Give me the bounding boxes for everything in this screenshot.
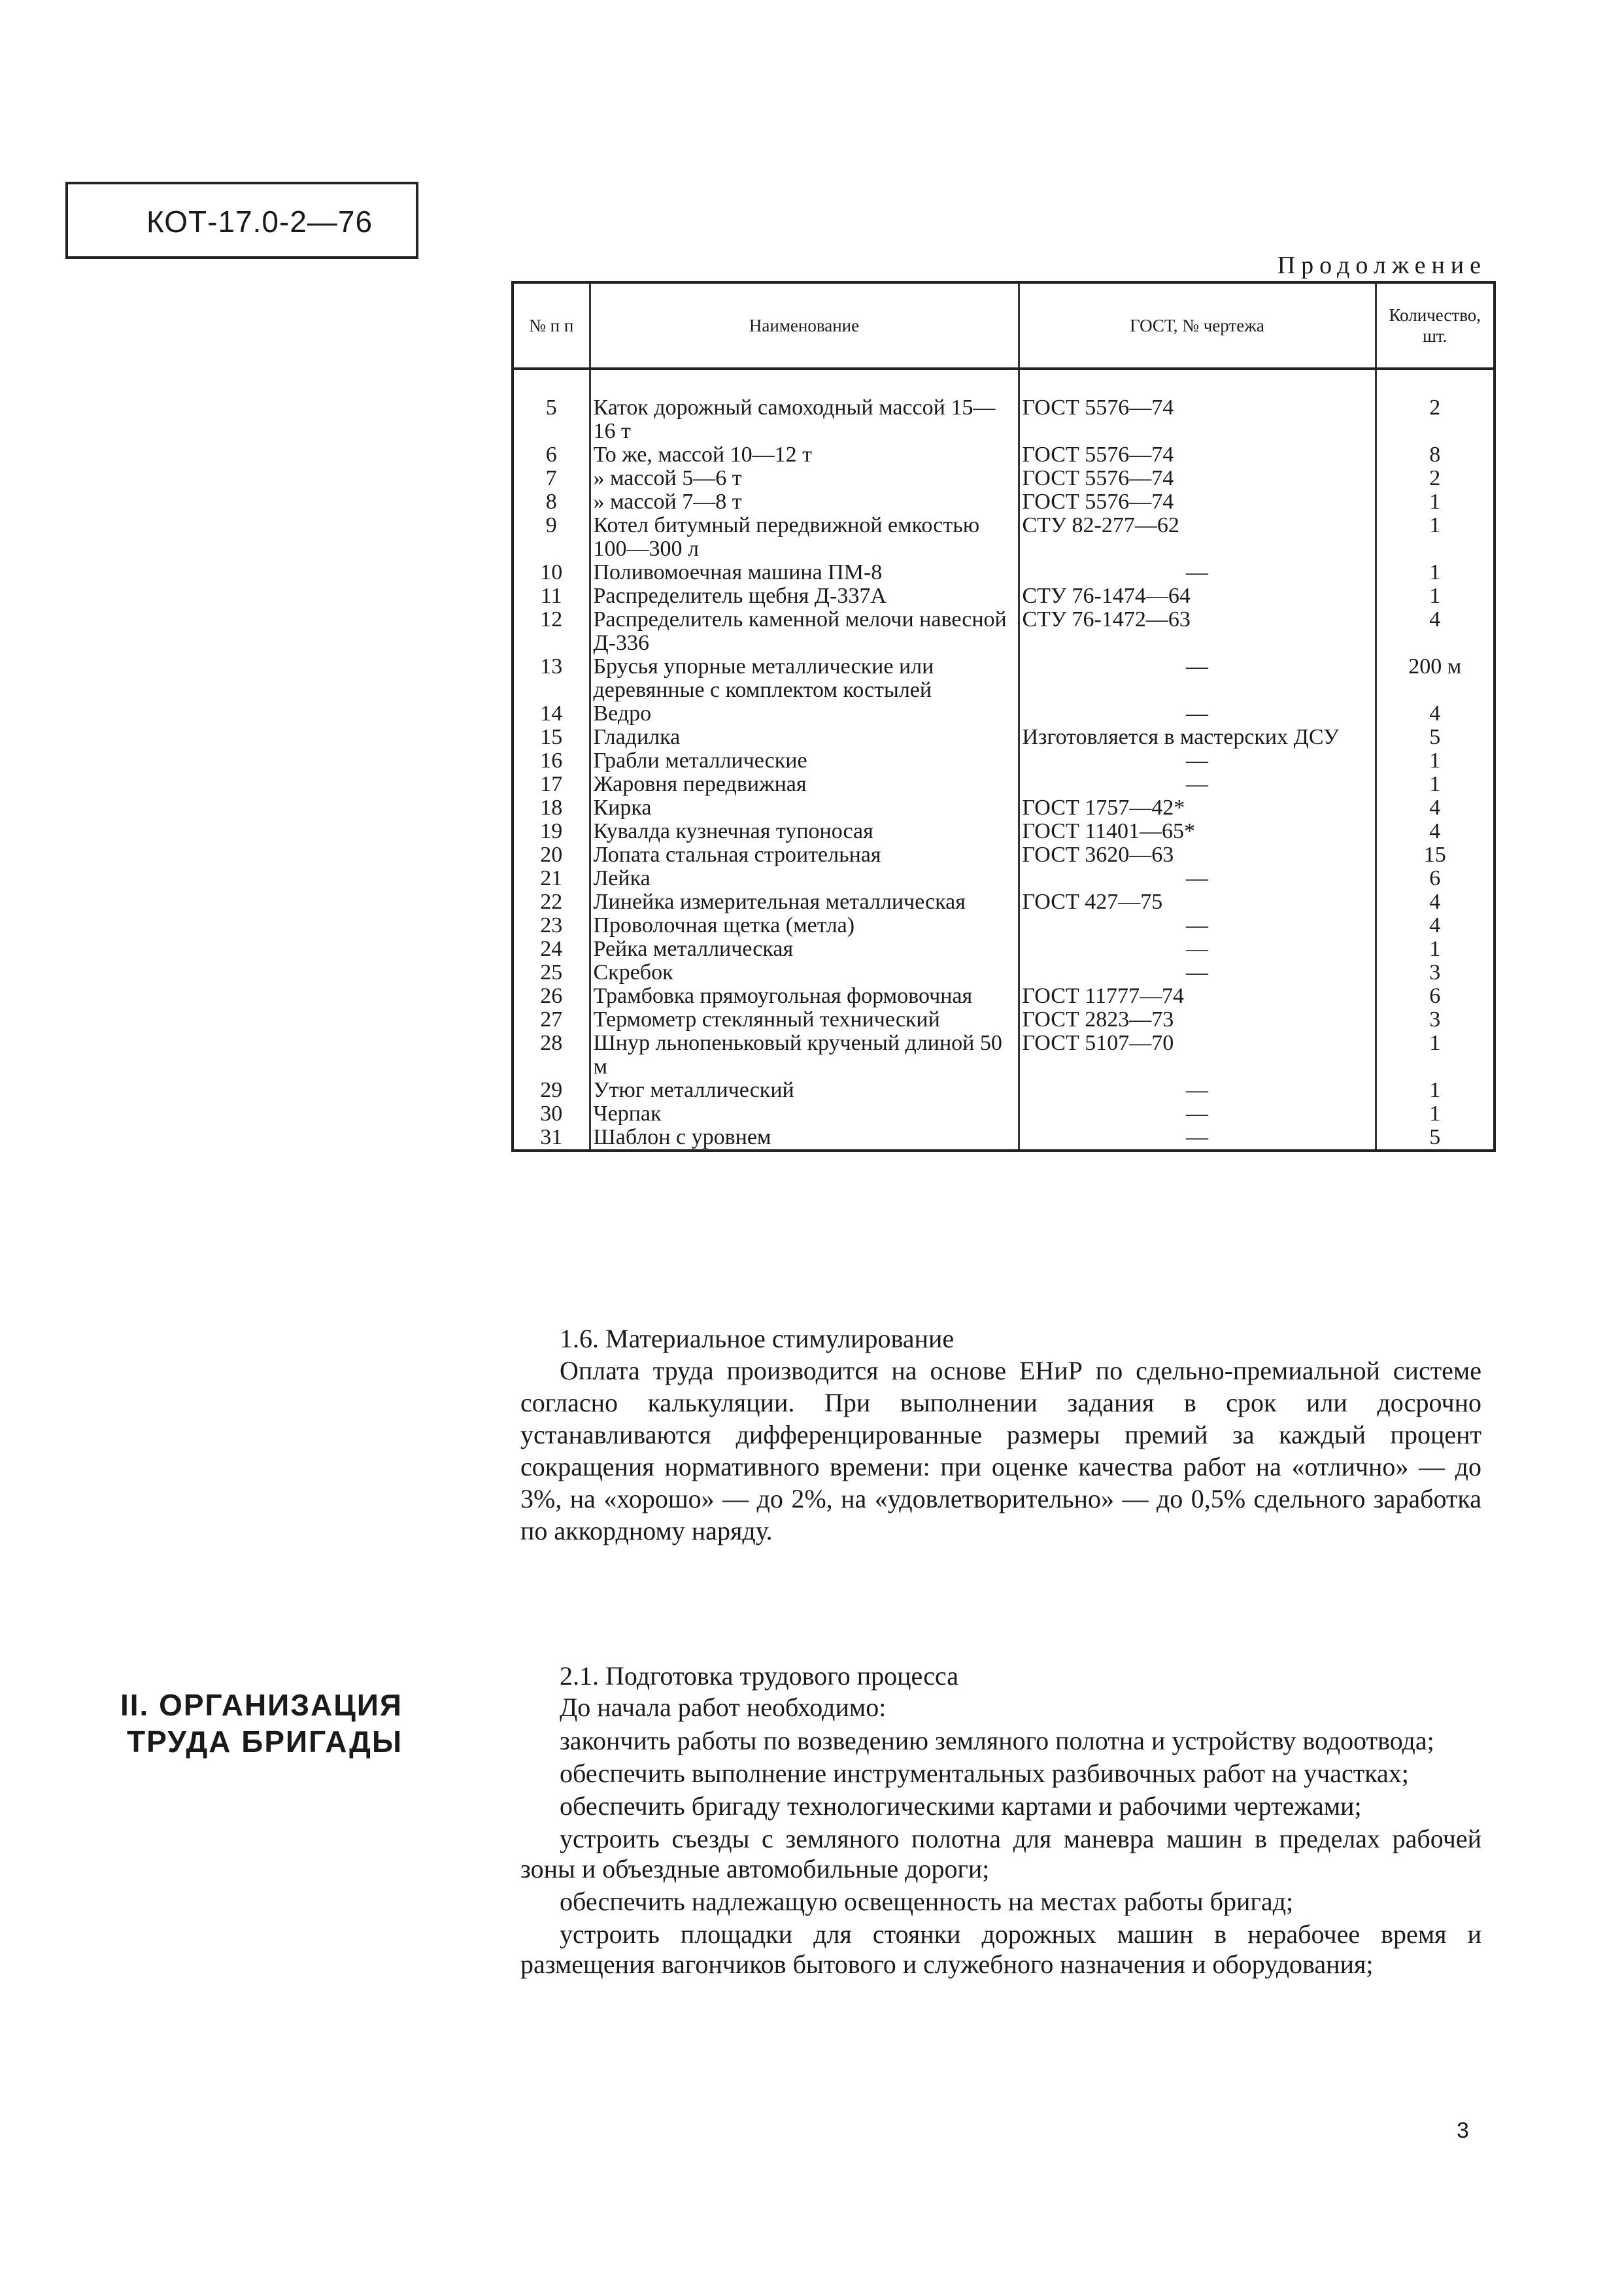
row-name: Проволочная щетка (метла) xyxy=(590,914,1019,937)
row-gost: — xyxy=(1019,867,1376,890)
row-number: 26 xyxy=(513,985,590,1008)
row-quantity: 2 xyxy=(1376,467,1495,490)
row-quantity: 2 xyxy=(1376,369,1495,443)
row-name: Рейка металлическая xyxy=(590,937,1019,961)
row-name: Гладилка xyxy=(590,726,1019,749)
row-gost: ГОСТ 5576—74 xyxy=(1019,467,1376,490)
row-number: 23 xyxy=(513,914,590,937)
row-quantity: 4 xyxy=(1376,890,1495,914)
table-row xyxy=(513,914,1495,937)
chapter-title-line-2: ТРУДА БРИГАДЫ xyxy=(127,1725,403,1759)
row-quantity: 1 xyxy=(1376,584,1495,608)
row-name: Котел битумный передвижной емкостью 100—300 л xyxy=(590,514,1019,561)
table-row xyxy=(513,1102,1495,1126)
table-row xyxy=(513,796,1495,820)
row-gost: — xyxy=(1019,561,1376,584)
table-row xyxy=(513,867,1495,890)
row-quantity: 5 xyxy=(1376,726,1495,749)
list-item: обеспечить выполнение инструментальных разбивочных работ на участках; xyxy=(560,1759,1409,1788)
page-number: 3 xyxy=(1457,2118,1469,2143)
row-quantity: 3 xyxy=(1376,961,1495,985)
row-name: Шаблон с уровнем xyxy=(590,1126,1019,1151)
list-item: обеспечить надлежащую освещенность на местах работы бригад; xyxy=(560,1887,1294,1916)
row-number: 27 xyxy=(513,1008,590,1032)
row-name: Поливомоечная машина ПМ-8 xyxy=(590,561,1019,584)
section-1-6-heading: 1.6. Материальное стимулирование xyxy=(560,1324,955,1353)
row-gost: — xyxy=(1019,937,1376,961)
row-name: Жаровня передвижная xyxy=(590,773,1019,796)
row-gost: ГОСТ 5576—74 xyxy=(1019,443,1376,467)
row-gost: ГОСТ 427—75 xyxy=(1019,890,1376,914)
row-gost: — xyxy=(1019,1079,1376,1102)
row-gost: ГОСТ 5107—70 xyxy=(1019,1032,1376,1079)
row-quantity: 1 xyxy=(1376,514,1495,561)
table-row xyxy=(513,749,1495,773)
row-number: 6 xyxy=(513,443,590,467)
row-number: 7 xyxy=(513,467,590,490)
row-name: Каток дорожный самоходный массой 15—16 т xyxy=(590,369,1019,443)
row-name: Ведро xyxy=(590,702,1019,726)
column-header-gost: ГОСТ, № чертежа xyxy=(1019,282,1376,369)
row-number: 11 xyxy=(513,584,590,608)
row-quantity: 1 xyxy=(1376,749,1495,773)
row-gost: — xyxy=(1019,749,1376,773)
row-number: 18 xyxy=(513,796,590,820)
row-gost: ГОСТ 2823—73 xyxy=(1019,1008,1376,1032)
row-quantity: 8 xyxy=(1376,443,1495,467)
row-number: 13 xyxy=(513,655,590,702)
row-gost: СТУ 82-277—62 xyxy=(1019,514,1376,561)
row-number: 5 xyxy=(513,369,590,443)
table-row xyxy=(513,369,1495,443)
list-item: устроить съезды с земляного полотна для маневра машин в пределах рабочей зоны и объездные автомобильные дороги; xyxy=(520,1824,1481,1883)
section-2-1-heading: 2.1. Подготовка трудового процесса xyxy=(560,1661,958,1691)
row-name: Лопата стальная строительная xyxy=(590,843,1019,867)
row-quantity: 1 xyxy=(1376,773,1495,796)
row-number: 19 xyxy=(513,820,590,843)
row-quantity: 3 xyxy=(1376,1008,1495,1032)
section-2-1-intro: До начала работ необходимо: xyxy=(560,1693,887,1722)
table-row xyxy=(513,584,1495,608)
row-gost: ГОСТ 11401—65* xyxy=(1019,820,1376,843)
row-number: 20 xyxy=(513,843,590,867)
row-gost: Изготовляется в мастерских ДСУ xyxy=(1019,726,1376,749)
row-number: 31 xyxy=(513,1126,590,1151)
table-row xyxy=(513,514,1495,561)
row-gost: ГОСТ 5576—74 xyxy=(1019,490,1376,514)
table-row xyxy=(513,1008,1495,1032)
row-number: 21 xyxy=(513,867,590,890)
row-name: » массой 5—6 т xyxy=(590,467,1019,490)
chapter-title-line-1: II. ОРГАНИЗАЦИЯ xyxy=(120,1688,403,1722)
table-row xyxy=(513,843,1495,867)
row-number: 10 xyxy=(513,561,590,584)
row-gost: — xyxy=(1019,1102,1376,1126)
row-name: Черпак xyxy=(590,1102,1019,1126)
row-quantity: 1 xyxy=(1376,1079,1495,1102)
table-row xyxy=(513,937,1495,961)
row-name: Трамбовка прямоугольная формовочная xyxy=(590,985,1019,1008)
row-number: 22 xyxy=(513,890,590,914)
row-quantity: 5 xyxy=(1376,1126,1495,1151)
row-number: 17 xyxy=(513,773,590,796)
row-name: Кирка xyxy=(590,796,1019,820)
table-row xyxy=(513,1126,1495,1151)
row-number: 12 xyxy=(513,608,590,655)
row-number: 24 xyxy=(513,937,590,961)
row-gost: ГОСТ 1757—42* xyxy=(1019,796,1376,820)
row-name: Скребок xyxy=(590,961,1019,985)
row-name: Распределитель каменной мелочи навесной Д-336 xyxy=(590,608,1019,655)
table-row xyxy=(513,1032,1495,1079)
row-quantity: 200 м xyxy=(1376,655,1495,702)
row-quantity: 6 xyxy=(1376,867,1495,890)
list-item: устроить площадки для стоянки дорожных машин в нерабочее время и размещения вагончиков бытового и служебного назначения и оборудования; xyxy=(520,1919,1481,1979)
row-number: 8 xyxy=(513,490,590,514)
row-name: То же, массой 10—12 т xyxy=(590,443,1019,467)
row-name: Лейка xyxy=(590,867,1019,890)
row-quantity: 15 xyxy=(1376,843,1495,867)
row-quantity: 1 xyxy=(1376,490,1495,514)
table-row xyxy=(513,890,1495,914)
row-gost: ГОСТ 5576—74 xyxy=(1019,369,1376,443)
row-gost: СТУ 76-1472—63 xyxy=(1019,608,1376,655)
section-1-6-text: Оплата труда производится на основе ЕНиР по сдельно-премиальной системе согласно калькуляции. При выполнении задания в срок или досрочно устанавливаются дифференцированные размеры премий за каждый процент сокращения нормативного времени: при оценке качества работ на «отлично» — до 3%, на «хорошо» — до 2%, на «удовлетворительно» — до 0,5% сдельного заработка по аккордному наряду. xyxy=(520,1356,1481,1545)
row-gost: — xyxy=(1019,773,1376,796)
row-name: Грабли металлические xyxy=(590,749,1019,773)
row-name: Линейка измерительная металлическая xyxy=(590,890,1019,914)
column-header-number: № п п xyxy=(513,282,590,369)
row-number: 15 xyxy=(513,726,590,749)
row-quantity: 4 xyxy=(1376,796,1495,820)
section-material-incentives xyxy=(520,1323,1481,1547)
row-gost: — xyxy=(1019,914,1376,937)
column-header-name: Наименование xyxy=(590,282,1019,369)
row-number: 25 xyxy=(513,961,590,985)
table-row xyxy=(513,467,1495,490)
row-gost: — xyxy=(1019,655,1376,702)
row-gost: ГОСТ 3620—63 xyxy=(1019,843,1376,867)
row-quantity: 1 xyxy=(1376,1102,1495,1126)
row-quantity: 4 xyxy=(1376,820,1495,843)
row-gost: — xyxy=(1019,1126,1376,1151)
row-name: Термометр стеклянный технический xyxy=(590,1008,1019,1032)
table-header-row xyxy=(513,282,1495,369)
row-number: 14 xyxy=(513,702,590,726)
row-quantity: 1 xyxy=(1376,561,1495,584)
table-row xyxy=(513,443,1495,467)
equipment-table xyxy=(511,281,1496,1152)
table-row xyxy=(513,820,1495,843)
row-quantity: 4 xyxy=(1376,914,1495,937)
row-name: Кувалда кузнечная тупоносая xyxy=(590,820,1019,843)
row-quantity: 6 xyxy=(1376,985,1495,1008)
column-header-quantity: Количество, шт. xyxy=(1376,282,1495,369)
row-number: 9 xyxy=(513,514,590,561)
list-item: закончить работы по возведению земляного полотна и устройству водоотвода; xyxy=(560,1726,1434,1755)
document-code: КОТ-17.0-2—76 xyxy=(146,205,373,239)
row-name: Шнур льнопеньковый крученый длиной 50 м xyxy=(590,1032,1019,1079)
chapter-title xyxy=(63,1687,403,1760)
row-name: Утюг металлический xyxy=(590,1079,1019,1102)
continuation-label: Продолжение xyxy=(1277,252,1487,279)
table-row xyxy=(513,1079,1495,1102)
list-item: обеспечить бригаду технологическими картами и рабочими чертежами; xyxy=(560,1791,1362,1821)
document-code-box xyxy=(65,182,418,259)
table-row xyxy=(513,702,1495,726)
row-gost: — xyxy=(1019,702,1376,726)
row-gost: ГОСТ 11777—74 xyxy=(1019,985,1376,1008)
row-quantity: 4 xyxy=(1376,702,1495,726)
table-row xyxy=(513,655,1495,702)
table-row xyxy=(513,961,1495,985)
section-labor-preparation xyxy=(520,1661,1481,1980)
table-row xyxy=(513,773,1495,796)
row-quantity: 1 xyxy=(1376,937,1495,961)
row-number: 28 xyxy=(513,1032,590,1079)
row-number: 29 xyxy=(513,1079,590,1102)
row-quantity: 4 xyxy=(1376,608,1495,655)
table-row xyxy=(513,985,1495,1008)
row-gost: — xyxy=(1019,961,1376,985)
row-name: Распределитель щебня Д-337А xyxy=(590,584,1019,608)
row-gost: СТУ 76-1474—64 xyxy=(1019,584,1376,608)
table-row xyxy=(513,561,1495,584)
row-name: » массой 7—8 т xyxy=(590,490,1019,514)
table-row xyxy=(513,490,1495,514)
row-name: Брусья упорные металлические или деревянные с комплектом костылей xyxy=(590,655,1019,702)
table-row xyxy=(513,726,1495,749)
table-row xyxy=(513,608,1495,655)
row-number: 16 xyxy=(513,749,590,773)
row-number: 30 xyxy=(513,1102,590,1126)
row-quantity: 1 xyxy=(1376,1032,1495,1079)
